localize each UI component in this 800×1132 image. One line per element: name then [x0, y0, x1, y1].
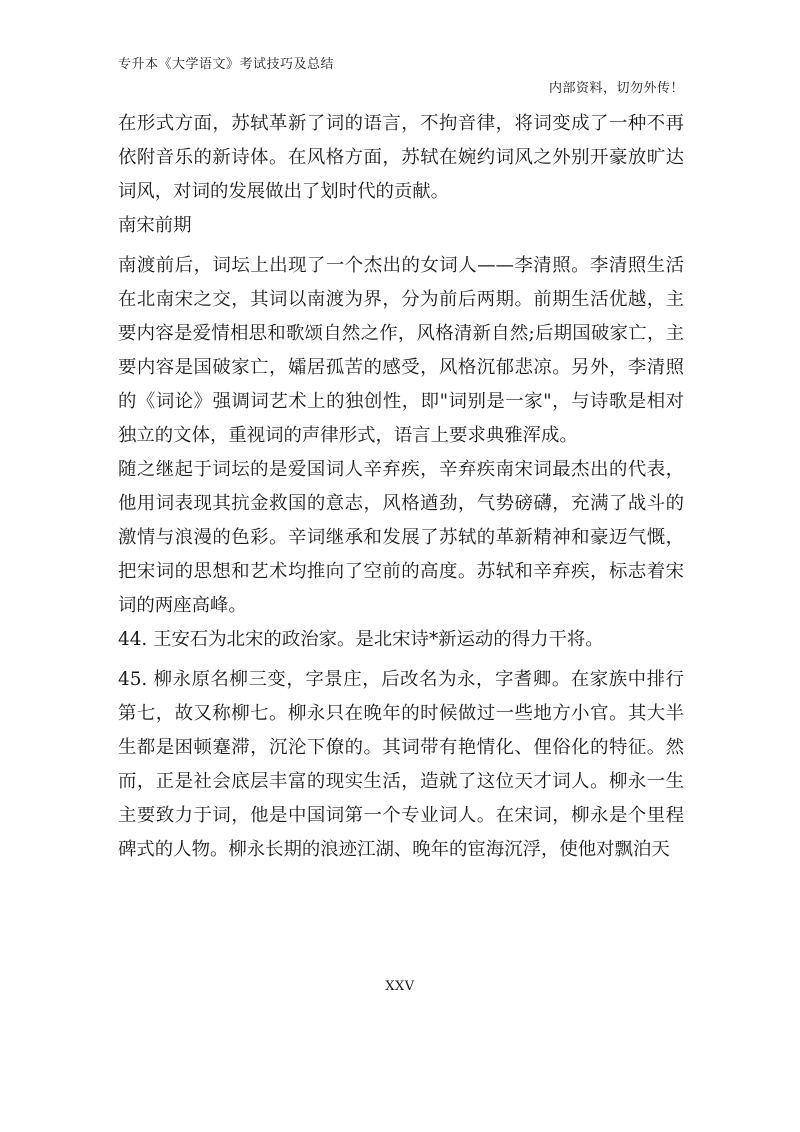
paragraph-item-44: 44. 王安石为北宋的政治家。是北宋诗*新运动的得力干将。 — [118, 629, 604, 650]
paragraph-li-qingzhao: 南渡前后，词坛上出现了一个杰出的女词人——李清照。李清照生活在北南宋之交，其词以南渡为界，分为前后两期。前期生活优越，主要内容是爱情相思和歌颂自然之作，风格清新自然;后期国破家亡，主要内容是国破家亡，孀居孤苦的感受，风格沉郁悲凉。另外，李清照的《词论》强调词艺术上的独创性，即"词别是一家"，与诗歌是相对独立的文体，重视词的声律形式，语言上要求典雅浑成。 — [118, 255, 684, 446]
paragraph-xin-qiji: 随之继起于词坛的是爱国词人辛弃疾，辛弃疾南宋词最杰出的代表，他用词表现其抗金救国的意志，风格遒劲，气势磅礴，充满了战斗的激情与浪漫的色彩。辛词继承和发展了苏轼的革新精神和豪迈气慨，把宋词的思想和艺术均推向了空前的高度。苏轼和辛弃疾，标志着宋词的两座高峰。 — [118, 459, 684, 616]
paragraph-item-45: 45. 柳永原名柳三变，字景庄，后改名为永，字耆卿。在家族中排行第七，故又称柳七。柳永只在晚年的时候做过一些地方小官。其大半生都是困顿蹇滞，沉沦下僚的。其词带有艳情化、俚俗化的特征。然而，正是社会底层丰富的现实生活，造就了这位天才词人。柳永一生主要致力于词，他是中国词第一个专业词人。在宋词，柳永是个里程碑式的人物。柳永长期的浪迹江湖、晚年的宦海沉浮，使他对飘泊天 — [118, 669, 684, 860]
document-body — [118, 107, 684, 867]
page-header-note: 内部资料，切勿外传！ — [548, 81, 684, 96]
section-heading: 南宋前期 — [118, 215, 192, 236]
page-number: XXV — [385, 979, 415, 994]
paragraph-su-shi: 在形式方面，苏轼革新了词的语言，不拘音律，将词变成了一种不再依附音乐的新诗体。在风格方面，苏轼在婉约词风之外别开豪放旷达词风，对词的发展做出了划时代的贡献。 — [118, 113, 684, 202]
page-header-title: 专升本《大学语文》考试技巧及总结 — [118, 57, 335, 72]
